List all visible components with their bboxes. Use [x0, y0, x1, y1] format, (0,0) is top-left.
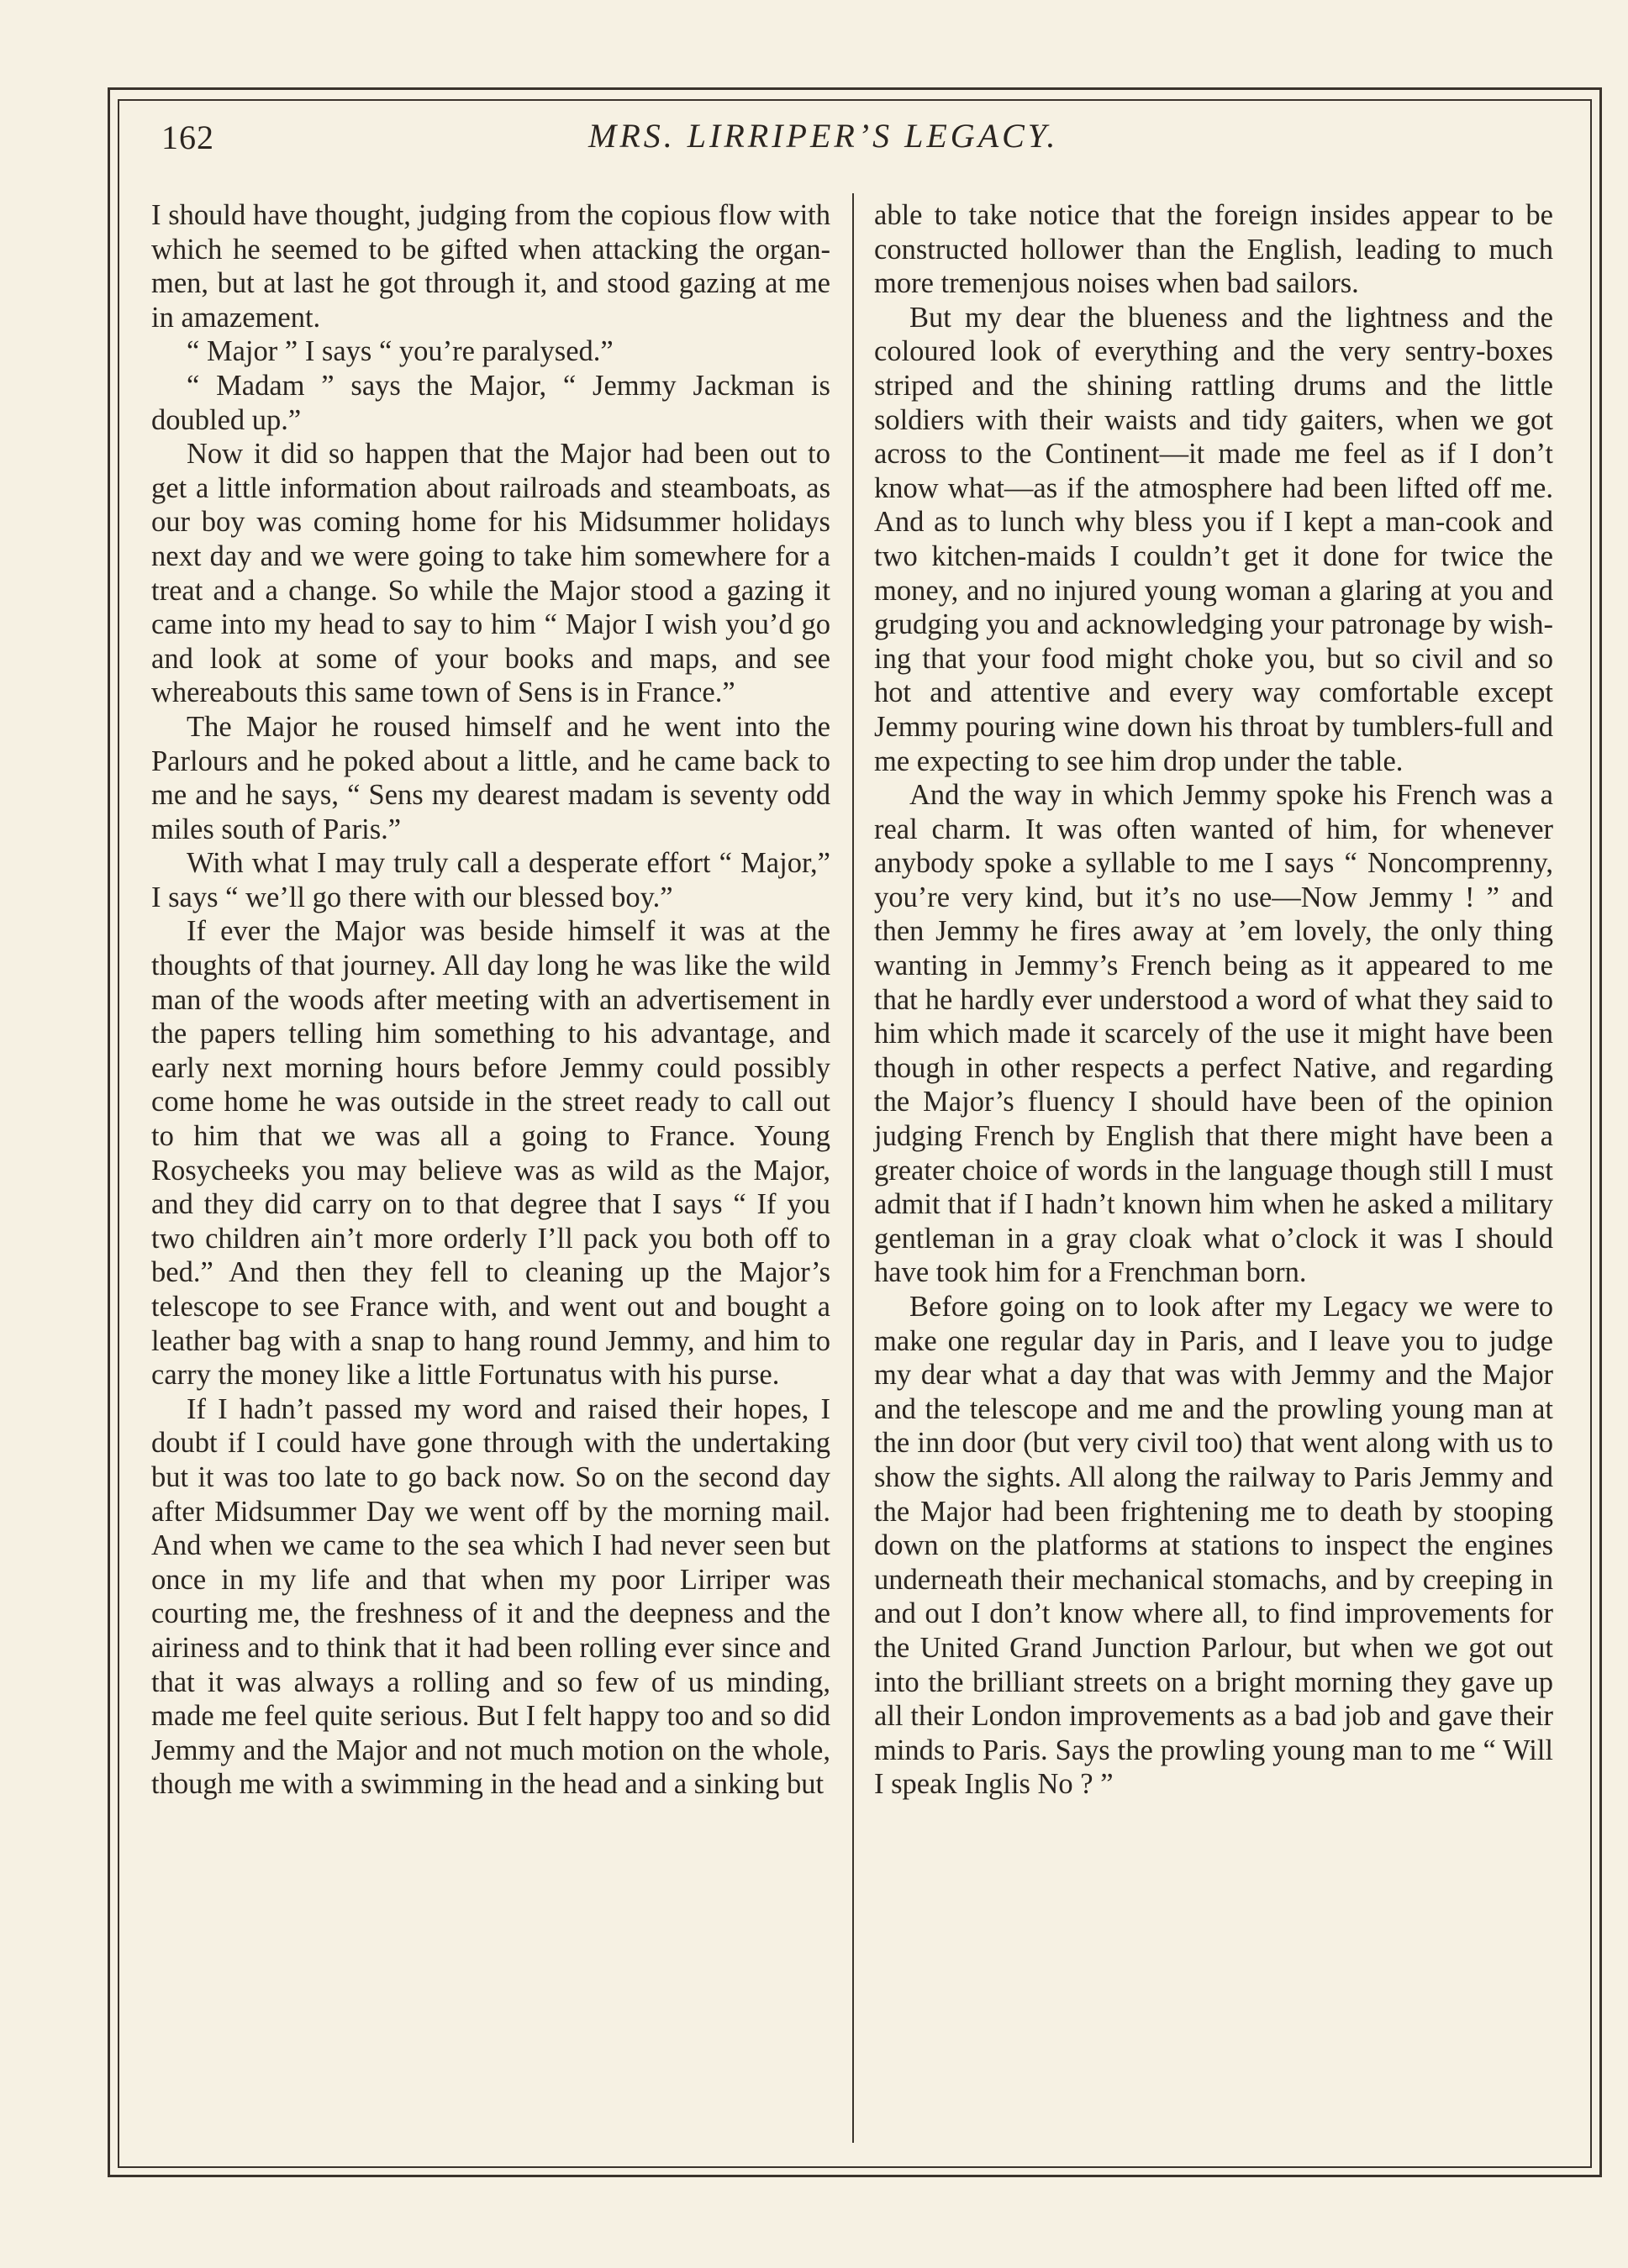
- running-title: MRS. LIRRIPER’S LEGACY.: [588, 117, 1059, 155]
- paragraph: able to take notice that the foreign insides appear to be constructed hollower than the English, leading to much more tremenjous noises when bad sailors.: [874, 199, 1553, 300]
- outer-frame-right: [1599, 87, 1602, 2176]
- right-column: [874, 198, 1553, 1802]
- outer-frame-bottom: [108, 2175, 1602, 2177]
- paragraph: Now it did so happen that the Major had been out to get a little information about railroads and steamboats, as our boy was coming home for his Midsummer holidays next day and we were going to take him somewhere for a treat and a change. So while the Major stood a gazing it came into my head to say to him “ Major I wish you’d go and look at some of your books and maps, and see whereabouts this same town of Sens is in France.”: [151, 438, 830, 709]
- paragraph: If I hadn’t passed my word and raised their hopes, I doubt if I could have gone through with the undertaking but it was too late to go back now. So on the second day after Midsummer Day we went off by the morning mail. And when we came to the sea which I had never seen but once in my life and that when my poor Lirriper was courting me, the freshness of it and the deepness and the airiness and to think that it had been rolling ever since and that it was always a rolling and so few of us minding, made me feel quite serious. But I felt happy too and so did Jemmy and the Major and not much motion on the whole, though me with a swimming in the head and a sinking but: [151, 1392, 830, 1801]
- column-divider: [852, 193, 854, 2143]
- paragraph: And the way in which Jemmy spoke his French was a real charm. It was often wanted of him, for whenever anybody spoke a syllable to me I says “ Noncomprenny, you’re very kind, but it’s no use—Now Jemmy ! ” and then Jemmy he fires away at ’em lovely, the only thing wanting in Jemmy’s French being as it appeared to me that he hardly ever understood a word of what they said to him which made it scarcely of the use it might have been though in other respects a perfect Native, and regarding the Major’s fluency I should have been of the opinion judging French by English that there might have been a greater choice of words in the language though still I must admit that if I hadn’t known him when he asked a military gentleman in a gray cloak what o’clock it was I should have took him for a Frenchman born.: [874, 779, 1553, 1289]
- left-column: [151, 198, 830, 1802]
- inner-frame-left: [118, 99, 119, 2168]
- paragraph: With what I may truly call a desperate effort “ Major,” I says “ we’ll go there with our blessed boy.”: [151, 847, 830, 913]
- inner-frame-top: [118, 99, 1592, 101]
- paragraph: Before going on to look after my Legacy we were to make one regular day in Paris, and I leave you to judge my dear what a day that was with Jemmy and the Major and the telescope and me and the prowling young man at the inn door (but very civil too) that went along with us to show the sights. All along the railway to Paris Jemmy and the Major had been frightening me to death by stooping down on the platforms at stations to inspect the engines underneath their mechanical stomachs, and by creeping in and out I don’t know where all, to find improvements for the United Grand Junction Parlour, but when we got out into the brilliant streets on a bright morning they gave up all their London improvements as a bad job and gave their minds to Paris. Says the prowling young man to me “ Will I speak Inglis No ? ”: [874, 1291, 1553, 1801]
- outer-frame-left: [108, 87, 110, 2176]
- paragraph: But my dear the blueness and the lightness and the coloured look of everything and the very sentry-boxes striped and the shining rattling drums and the little soldiers with their waists and tidy gaiters, when we got across to the Continent—it made me feel as if I don’t know what—as if the atmosphere had been lifted off me. And as to lunch why bless you if I kept a man-cook and two kitchen-maids I couldn’t get it done for twice the money, and no injured young woman a glaring at you and grudging you and acknowledging your patronage by wishing that your food might choke you, but so civil and so hot and attentive and every way comfortable except Jemmy pouring wine down his throat by tumblers-full and me expecting to see him drop under the table.: [874, 301, 1553, 777]
- paragraph: “ Major ” I says “ you’re paralysed.”: [187, 335, 614, 368]
- inner-frame-right: [1590, 99, 1592, 2168]
- paragraph: “ Madam ” says the Major, “ Jemmy Jackman is doubled up.”: [151, 369, 830, 436]
- outer-frame-top: [108, 87, 1602, 90]
- paragraph: The Major he roused himself and he went into the Parlours and he poked about a little, and he came back to me and he says, “ Sens my dearest madam is seventy odd miles south of Paris.”: [151, 710, 830, 845]
- paragraph: I should have thought, judging from the copious flow with which he seemed to be gifted when attacking the organ-men, but at last he got through it, and stood gazing at me in amazement.: [151, 199, 830, 334]
- page-number: 162: [161, 118, 214, 156]
- inner-frame-bottom: [118, 2166, 1592, 2168]
- paragraph: If ever the Major was beside himself it was at the thoughts of that journey. All day long he was like the wild man of the woods after meeting with an advertisement in the papers telling him something to his advantage, and early next morning hours before Jemmy could possibly come home he was outside in the street ready to call out to him that we was all a going to France. Young Rosycheeks you may believe was as wild as the Major, and they did carry on to that degree that I says “ If you two children ain’t more orderly I’ll pack you both off to bed.” And then they fell to cleaning up the Major’s telescope to see France with, and went out and bought a leather bag with a snap to hang round Jemmy, and him to carry the money like a little Fortunatus with his purse.: [151, 915, 830, 1392]
